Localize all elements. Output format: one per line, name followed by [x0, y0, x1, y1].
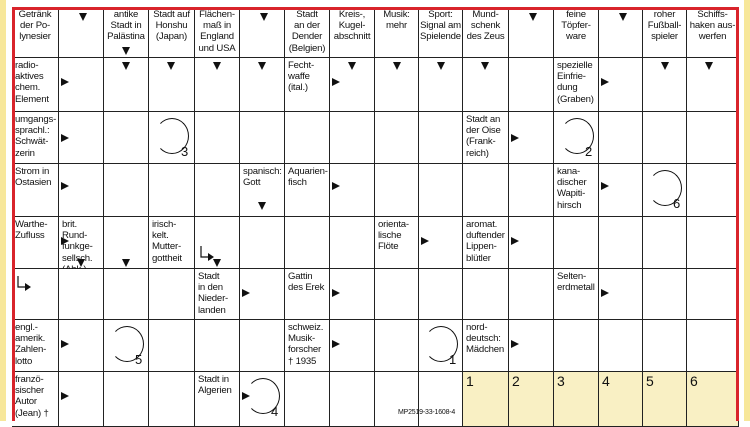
answer-cell[interactable] — [149, 164, 195, 217]
clue-text: Aquarien- fisch — [288, 166, 328, 189]
solution-cell-2[interactable] — [509, 372, 554, 427]
answer-cell[interactable] — [599, 217, 643, 269]
answer-cell[interactable] — [375, 320, 419, 372]
solution-number: 1 — [466, 373, 474, 389]
solution-cell-1[interactable] — [463, 372, 509, 427]
circle-number: 6 — [673, 196, 681, 211]
arrow-down-icon — [258, 202, 266, 210]
arrow-down-icon — [213, 62, 221, 70]
clue-text: kana- discher Wapiti- hirsch — [557, 166, 587, 211]
clue-cell — [330, 7, 375, 58]
answer-cell[interactable] — [687, 164, 739, 217]
clue-text: spanisch: Gott — [243, 166, 282, 189]
arrow-right-icon — [332, 182, 340, 190]
arrow-right-icon — [242, 289, 250, 297]
clue-cell — [12, 164, 59, 217]
solution-number: 5 — [646, 373, 654, 389]
clue-text: Stadt in den Nieder- landen — [198, 271, 229, 316]
answer-cell[interactable] — [59, 269, 104, 320]
clue-cell — [554, 269, 599, 320]
clue-text: Sport: Signal am Spielende — [420, 9, 461, 43]
solution-cell-6[interactable] — [687, 372, 739, 427]
clue-cell — [643, 7, 687, 58]
clue-cell — [149, 217, 195, 269]
answer-cell[interactable] — [285, 217, 330, 269]
arrow-down-icon — [258, 62, 266, 70]
clue-cell — [285, 164, 330, 217]
clue-cell — [285, 269, 330, 320]
solution-cell-3[interactable] — [554, 372, 599, 427]
clue-text: Flächen- maß in England und USA — [198, 9, 236, 54]
answer-cell[interactable] — [195, 320, 240, 372]
answer-cell[interactable] — [195, 164, 240, 217]
clue-text: Stadt an der Oise (Frank- reich) — [466, 114, 501, 159]
answer-cell[interactable] — [419, 112, 463, 164]
arrow-down-icon — [705, 62, 713, 70]
crossword-grid — [12, 7, 739, 427]
clue-cell — [375, 217, 419, 269]
answer-cell[interactable] — [643, 112, 687, 164]
solution-number: 2 — [512, 373, 520, 389]
answer-cell[interactable] — [599, 320, 643, 372]
clue-cell — [687, 7, 739, 58]
answer-cell[interactable] — [104, 372, 149, 427]
answer-cell[interactable] — [240, 217, 285, 269]
arrow-right-icon — [332, 78, 340, 86]
answer-cell[interactable] — [509, 164, 554, 217]
answer-cell[interactable] — [104, 164, 149, 217]
arrow-right-icon — [511, 134, 519, 142]
answer-cell[interactable] — [509, 58, 554, 112]
arrow-down-icon — [619, 13, 627, 21]
left-side-stripe — [0, 0, 6, 421]
clue-text: Stadt auf Honshu (Japan) — [153, 9, 190, 43]
clue-cell — [554, 164, 599, 217]
answer-cell[interactable] — [419, 269, 463, 320]
arrow-down-icon — [122, 62, 130, 70]
clue-cell — [195, 372, 240, 427]
clue-text: Kreis-, Kugel- abschnitt — [333, 9, 371, 43]
clue-text: schweiz. Musik- forscher † 1935 — [288, 322, 324, 367]
arrow-down-icon — [77, 259, 85, 267]
arrow-right-icon — [332, 340, 340, 348]
clue-text: feine Töpfer- ware — [561, 9, 591, 43]
solution-number: 6 — [690, 373, 698, 389]
answer-cell[interactable] — [687, 58, 739, 112]
answer-cell[interactable] — [240, 112, 285, 164]
answer-cell[interactable] — [643, 217, 687, 269]
clue-text: aromat. duftender Lippen- blütler — [466, 219, 505, 264]
answer-cell[interactable] — [599, 112, 643, 164]
answer-cell[interactable] — [240, 320, 285, 372]
clue-cell — [195, 269, 240, 320]
circle-number: 4 — [271, 404, 279, 419]
clue-cell — [195, 7, 240, 58]
arrow-down-icon — [260, 13, 268, 21]
puzzle-code: MP2519-33-1608-4 — [398, 409, 456, 416]
arrow-right-icon — [61, 134, 69, 142]
clue-text: Schiffs- haken aus- werfen — [689, 9, 736, 43]
clue-text: roher Fußball- spieler — [647, 9, 682, 43]
answer-cell[interactable] — [149, 269, 195, 320]
answer-cell[interactable] — [463, 164, 509, 217]
answer-cell[interactable] — [195, 112, 240, 164]
clue-text: Stadt in Algerien — [198, 374, 232, 397]
answer-cell[interactable] — [509, 269, 554, 320]
clue-cell — [12, 58, 59, 112]
clue-text: Mund- schenk des Zeus — [466, 9, 505, 43]
arrow-right-icon — [61, 237, 69, 245]
solution-number: 4 — [602, 373, 610, 389]
circle-number: 5 — [135, 352, 143, 367]
clue-cell — [554, 58, 599, 112]
clue-text: Strom in Ostasien — [15, 166, 52, 189]
answer-cell[interactable] — [419, 164, 463, 217]
clue-cell — [419, 7, 463, 58]
clue-text: brit. Rund- funkge- sellsch. — [62, 219, 93, 264]
answer-cell[interactable] — [285, 372, 330, 427]
arrow-right-icon — [61, 78, 69, 86]
arrow-right-icon — [601, 78, 609, 86]
arrow-down-icon — [348, 62, 356, 70]
clue-cell — [375, 7, 419, 58]
answer-cell[interactable] — [104, 112, 149, 164]
answer-cell[interactable] — [643, 320, 687, 372]
solution-cell-5[interactable] — [643, 372, 687, 427]
clue-cell — [149, 7, 195, 58]
clue-cell — [285, 58, 330, 112]
answer-cell[interactable] — [419, 372, 463, 427]
clue-text: radio- aktives chem. Element — [15, 60, 49, 105]
answer-cell[interactable] — [375, 164, 419, 217]
arrow-right-icon — [601, 289, 609, 297]
clue-text: antike Stadt in Palästina — [107, 9, 145, 43]
arrow-down-icon — [79, 13, 87, 21]
answer-cell[interactable] — [375, 112, 419, 164]
clue-text: Stadt an der Dender (Belgien) — [288, 9, 326, 54]
answer-cell[interactable] — [643, 269, 687, 320]
answer-cell[interactable] — [375, 372, 419, 427]
clue-cell — [463, 7, 509, 58]
answer-cell[interactable] — [599, 164, 643, 217]
answer-cell[interactable] — [554, 217, 599, 269]
answer-cell[interactable] — [149, 372, 195, 427]
clue-cell — [463, 320, 509, 372]
clue-cell — [463, 112, 509, 164]
arrow-right-icon — [61, 392, 69, 400]
arrow-down-icon — [661, 62, 669, 70]
clue-cell — [12, 320, 59, 372]
clue-cell — [463, 217, 509, 269]
answer-cell[interactable] — [687, 320, 739, 372]
clue-cell — [12, 112, 59, 164]
solution-number: 3 — [557, 373, 565, 389]
answer-cell[interactable] — [104, 269, 149, 320]
arrow-right-icon — [61, 182, 69, 190]
bent-arrow-icon — [16, 275, 32, 291]
answer-cell[interactable] — [285, 112, 330, 164]
clue-text: orienta- lische Flöte — [378, 219, 409, 253]
arrow-right-icon — [332, 289, 340, 297]
clue-cell — [12, 217, 59, 269]
answer-cell[interactable] — [463, 269, 509, 320]
clue-text: Gattin des Erek — [288, 271, 325, 294]
clue-text: Getränk der Po- lynesier — [18, 9, 52, 43]
circle-number: 1 — [449, 352, 457, 367]
answer-cell[interactable] — [59, 164, 104, 217]
clue-text: Fecht- waffe (ital.) — [288, 60, 314, 94]
answer-cell[interactable] — [330, 164, 375, 217]
answer-cell[interactable] — [554, 320, 599, 372]
answer-cell[interactable] — [330, 217, 375, 269]
clue-text: Musik: mehr — [383, 9, 410, 32]
arrow-down-icon — [122, 259, 130, 267]
arrow-right-icon — [601, 182, 609, 190]
arrow-right-icon — [511, 340, 519, 348]
answer-cell[interactable] — [330, 372, 375, 427]
clue-text: irisch- kelt. Mutter- gottheit — [152, 219, 182, 264]
circle-number: 3 — [181, 144, 189, 159]
answer-cell[interactable] — [687, 112, 739, 164]
arrow-down-icon — [481, 62, 489, 70]
clue-text: umgangs- sprachl.: Schwät- zerin — [15, 114, 57, 159]
circle-number: 2 — [585, 144, 593, 159]
arrow-down-icon — [393, 62, 401, 70]
answer-cell[interactable] — [330, 112, 375, 164]
clue-text: franzö- sischer Autor (Jean) † — [15, 374, 49, 419]
answer-cell[interactable] — [687, 217, 739, 269]
clue-cell — [12, 7, 59, 58]
right-side-stripe — [744, 0, 750, 421]
arrow-right-icon — [511, 237, 519, 245]
arrow-down-icon — [529, 13, 537, 21]
clue-text: nord- deutsch: Mädchen — [466, 322, 505, 356]
clue-text: engl.- amerik. Zahlen- lotto — [15, 322, 47, 367]
answer-cell[interactable] — [687, 269, 739, 320]
clue-cell — [285, 7, 330, 58]
answer-cell[interactable] — [149, 320, 195, 372]
arrow-right-icon — [61, 340, 69, 348]
arrow-down-icon — [437, 62, 445, 70]
bent-arrow-icon — [199, 245, 215, 261]
arrow-down-icon — [167, 62, 175, 70]
arrow-right-icon — [421, 237, 429, 245]
answer-cell[interactable] — [375, 269, 419, 320]
solution-cell-4[interactable] — [599, 372, 643, 427]
clue-text: Warthe- Zufluss — [15, 219, 48, 242]
arrow-down-icon — [122, 47, 130, 55]
clue-text: spezielle Einfrie- dung (Graben) — [557, 60, 594, 105]
clue-cell — [285, 320, 330, 372]
clue-cell — [554, 7, 599, 58]
clue-cell — [12, 372, 59, 427]
clue-text: Selten- erdmetall — [557, 271, 595, 294]
